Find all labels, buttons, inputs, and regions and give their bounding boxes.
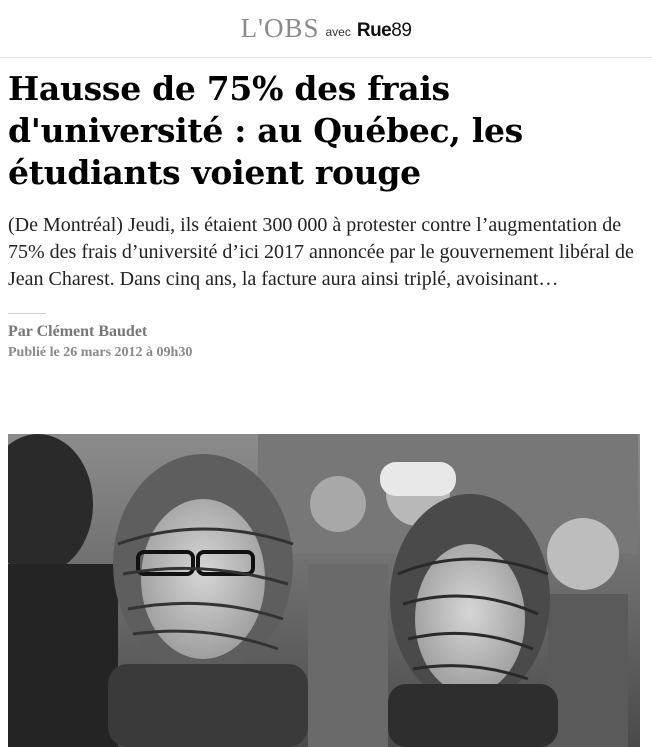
publish-date: Publié le 26 mars 2012 à 09h30 xyxy=(8,345,193,360)
obs-logo[interactable]: L'OBS xyxy=(240,13,320,43)
protest-photo-illustration xyxy=(8,434,640,747)
author-byline[interactable]: Par Clément Baudet xyxy=(8,323,148,340)
article-photo[interactable] xyxy=(8,434,640,747)
rue89-logo-word: Rue xyxy=(356,20,392,41)
article-title: Hausse de 75% des frais d'université : au Québec, les étudiants voient rouge xyxy=(8,69,523,192)
article-lede: (De Montréal) Jeudi, ils étaient 300 000 à protester contre l’augmentation de 75% des frais d’université d’ici 2017 annoncée par le gouvernement libéral de Jean Charest. Dans cinq ans, la facture aura ainsi triplé, avoisinant… xyxy=(8,214,634,290)
byline-divider xyxy=(8,313,46,314)
avec-label: avec xyxy=(325,25,351,39)
masthead xyxy=(0,0,652,58)
rue89-logo[interactable] xyxy=(357,20,412,42)
rue89-logo-number: 89 xyxy=(391,20,412,41)
